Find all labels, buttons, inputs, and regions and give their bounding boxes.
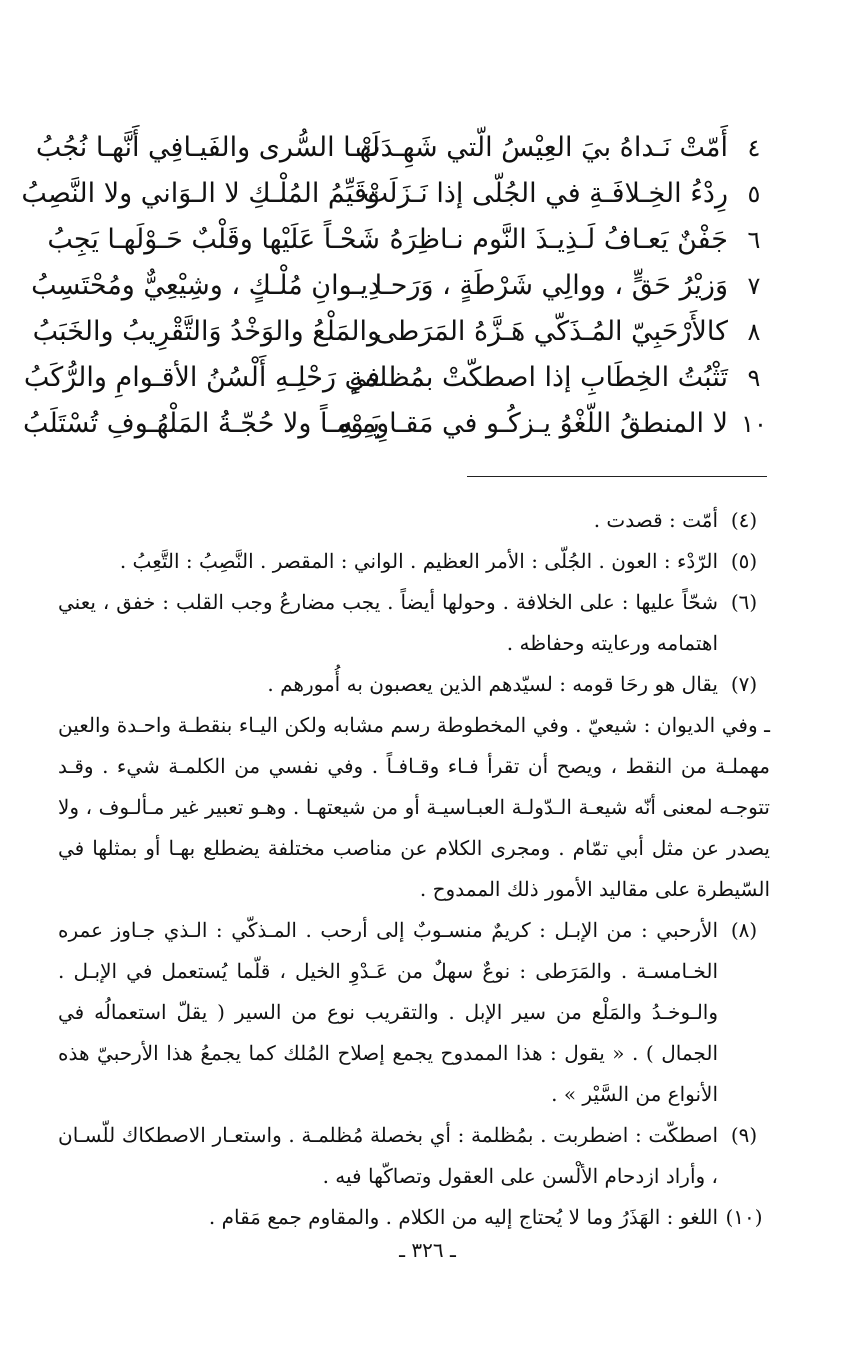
verse-first-hemistich: تَثْبُتُ الخِطَابِ إذا اصطكّتْ بمُظلمةٍ <box>349 362 728 393</box>
footnotes <box>58 500 770 1238</box>
verse-second-hemistich: لَهـا السُّرى والفَيـافِي أَنَّهـا نُجُبُ <box>35 132 380 163</box>
verse-first-hemistich: لا المنطقُ اللّغْوُ يـزكُـو في مَقـاوِمِـهِ <box>339 408 728 439</box>
footnote-text: الرّدْء : العون . الجُلّى : الأمر العظيم . الواني : المقصر . النَّصِبُ : التَّعِبُ . <box>119 549 718 573</box>
footnote <box>58 582 770 664</box>
verse-second-hemistich: يَـوْمـاً ولا حُجّـةُ المَلْهُـوفِ تُسْتَلَبُ <box>22 408 380 439</box>
footnote-divider <box>467 476 767 477</box>
footnote-number: (٦) <box>730 590 758 614</box>
verse-second-hemistich: شَحْـاً عَلَيْها وقَلْبٌ حَـوْلَهـا يَجِبُ <box>47 224 380 255</box>
footnote-number: (١٠) <box>725 1205 763 1229</box>
footnote <box>58 541 770 582</box>
footnote <box>58 910 770 1115</box>
verse-number: ٤ <box>747 134 761 162</box>
verse-first-hemistich: كالأَرْحَبِيّ المُـذَكّي هَـزَّهُ المَرَطى <box>375 316 728 347</box>
footnote-text: يقال هو رحَا قومه : لسيّدهم الذين يعصبون به أُمورهم . <box>267 672 718 696</box>
verse-line <box>31 270 780 316</box>
footnote-text: الأرحبي : من الإبـل : كريمٌ منسـوبٌ إلى أرحب . المـذكّي : الـذي جـاوز عمره الخـامسـة . والمَرَطى : نوعٌ سهلٌ من عَـدْوِ الخيل ، قلّما يُستعمل في الإبـل . والـوخـدُ والمَلْع من سير الإبل . والتقريب نوع من السير ( يقلّ استعمالُه في الجمال ) . « يقول : هذا الممدوح يجمع إصلاح المُلك كما يجمعُ هذا الأرحبيّ هذه الأنواع من السَّيْر » . <box>58 918 718 1106</box>
verse-second-hemistich: دِيـوانِ مُلْـكٍ ، وشِيْعِيٌّ ومُحْتَسِبُ <box>31 270 380 301</box>
verse-number: ٨ <box>747 318 761 346</box>
footnote-number: (٩) <box>730 1123 758 1147</box>
verse-line <box>32 316 780 362</box>
footnote-number: (٨) <box>730 918 758 942</box>
footnote-number: (٧) <box>730 672 758 696</box>
verse-first-hemistich: جَفْنٌ يَعـافُ لَـذِيـذَ النَّوم نـاظِرَهُ <box>389 224 728 255</box>
verse-number: ٧ <box>747 272 761 300</box>
verse-line <box>47 224 780 270</box>
verse-line <box>22 408 780 454</box>
footnote <box>58 1197 770 1238</box>
verse-second-hemistich: والمَلْعُ والوَخْدُ وَالتَّقْرِيبُ والخَبَبُ <box>32 316 380 347</box>
verse-number: ٦ <box>747 226 761 254</box>
footnote <box>58 500 770 541</box>
footnote-text: شحّاً عليها : على الخلافة . وحولها أيضاً . يجب مضارعُ وجب القلب : خفق ، يعني اهتمامه ورعايته وحفاظه . <box>58 590 718 655</box>
verse-first-hemistich: أَمّتْ نَـداهُ بيَ العِيْسُ الّتي شَهِـدَتْ <box>355 132 728 163</box>
verse-number: ٩ <box>747 364 761 392</box>
verse-second-hemistich: في رَحْلِـهِ أَلْسُنُ الأقـوامِ والرُّكَبُ <box>23 362 380 393</box>
verse-line <box>21 178 780 224</box>
footnote-text: اصطكّت : اضطربت . بمُظلمة : أي بخصلة مُظلمـة . واستعـار الاصطكاك للّسـان ، وأراد ازدحام الألْسن على العقول وتصاكّها فيه . <box>58 1123 718 1188</box>
footnote <box>58 664 770 705</box>
footnote-text: أمّت : قصدت . <box>593 508 718 532</box>
poem-block <box>21 132 780 454</box>
verse-first-hemistich: وَزيْرُ حَقٍّ ، ووالِي شَرْطَةٍ ، وَرَحـا <box>374 270 728 301</box>
footnote-number: (٤) <box>730 508 758 532</box>
verse-number: ١٠ <box>741 410 767 438</box>
verse-line <box>35 132 780 178</box>
page-number: ـ ٣٢٦ ـ <box>399 1238 456 1262</box>
footnote-text: اللغو : الهَذَرُ وما لا يُحتاج إليه من الكلام . والمقاوم جمع مَقام . <box>208 1205 718 1229</box>
verse-number: ٥ <box>747 180 761 208</box>
verse-first-hemistich: رِدْءُ الخِـلافَـةِ في الجُلّى إذا نَـزَلَتْ <box>362 178 728 209</box>
footnote-continuation: ـ وفي الديوان : شيعيّ . وفي المخطوطة رسم مشابه ولكن اليـاء بنقطـة واحـدة والعين مهملـة من النقط ، ويصح أن تقرأ فـاء وقـافـاً . وفي نفسي من الكلمـة شيء . وقـد تتوجـه لمعنى أنّه شيعـة الـدّولـة العبـاسيـة أو من شيعتهـا . وهـو تعبير غير مـألـوف ، ولا يصدر عن مثل أبي تمّام . ومجرى الكلام عن مناصب مختلفة يضطلع بهـا أو بمثلها في السّيطرة على مقاليد الأمور ذلك الممدوح . <box>58 713 770 901</box>
footnote <box>58 1115 770 1197</box>
footnote-number: (٥) <box>730 549 758 573</box>
verse-line <box>23 362 780 408</box>
verse-second-hemistich: وقَيِّمُ المُلْـكِ لا الـوَاني ولا النَّصِبُ <box>21 178 380 209</box>
